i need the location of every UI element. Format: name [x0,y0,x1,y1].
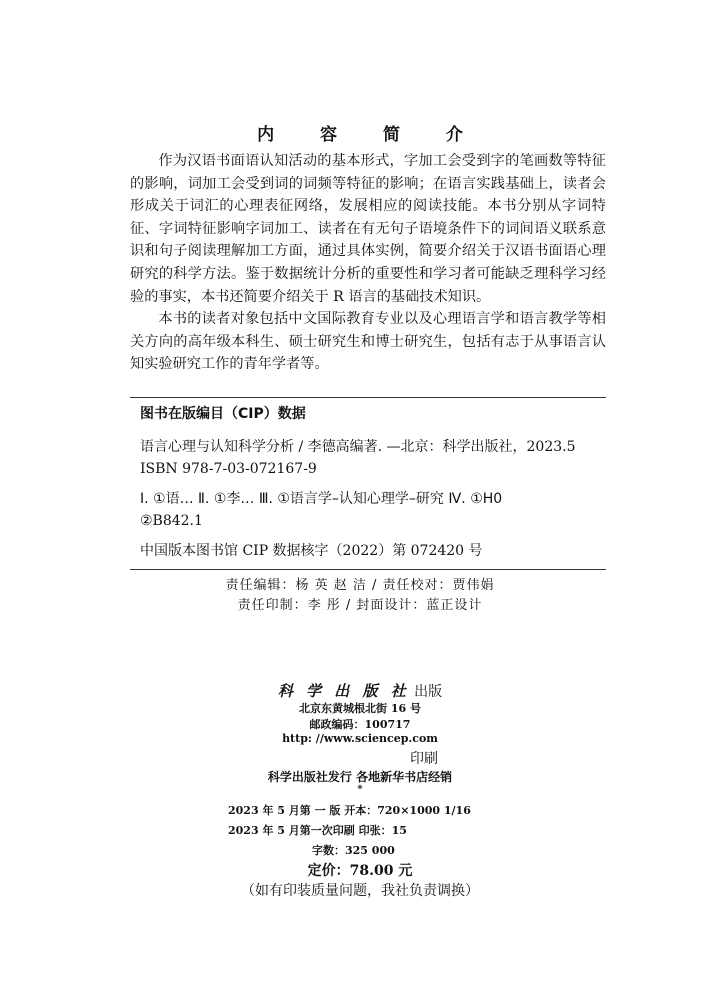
separator-star: * [357,784,363,795]
summary-title: 内 容 简 介 [257,125,483,145]
cip-isbn: ISBN 978-7-03-072167-9 [140,461,317,477]
edition-line: 2023 年 5 月第 一 版 开本：720×1000 1/16 [228,804,471,817]
summary-paragraph: 本书的读者对象包括中文国际教育专业以及心理语言学和语言教学等相关方向的高年级本科生、硕士研究生和博士研究生，包括有志于从事语言认知实验研究工作的青年学者等。 [130,311,606,373]
cip-record-number: 中国版本图书馆 CIP 数据核字（2022）第 072420 号 [140,543,483,559]
publisher-logo: 科 学 出 版 社 [277,682,410,700]
summary-body [130,150,606,376]
cip-bottom-rule [130,569,606,570]
wordcount-line: 字数：325 000 [312,844,395,857]
printer-line: 印刷 [410,751,438,767]
publisher-address: 北京东黄城根北街 16 号 [299,702,421,715]
printing-line: 2023 年 5 月第一次印刷 印张：15 [228,824,407,837]
publisher-postcode: 邮政编码：100717 [309,718,411,731]
editor-credits: 责任编辑：杨 英 赵 洁 / 责任校对：贾伟娟 [225,578,495,593]
cip-classification-cont: ②B842.1 [140,513,203,529]
cip-top-rule [130,397,606,398]
cip-title-line: 语言心理与认知科学分析 / 李德高编著. —北京：科学出版社，2023.5 [140,439,576,455]
cip-heading: 图书在版编目（CIP）数据 [140,406,306,422]
distribution-line: 科学出版社发行 各地新华书店经销 [267,770,453,784]
publisher-line [0,680,720,701]
quality-notice: （如有印装质量问题，我社负责调换） [241,883,479,899]
print-credits: 责任印制：李 彤 / 封面设计：蓝正设计 [237,598,483,613]
publisher-suffix: 出版 [414,684,443,700]
summary-paragraph: 作为汉语书面语认知活动的基本形式，字加工会受到字的笔画数等特征的影响，词加工会受到词的词频等特征的影响；在语言实践基础上，读者会形成关于词汇的心理表征网络，发展相应的阅读技能。本书分别从字词特征、字词特征影响字词加工、读者在有无句子语境条件下的词间语义联系意识和句子阅读理解加工方面，通过具体实例，简要介绍关于汉语书面语心理研究的科学方法。鉴于数据统计分析的重要性和学习者可能缺乏理科学习经验的事实，本书还简要介绍关于 R 语言的基础技术知识。 [130,153,606,305]
price-line: 定价：78.00 元 [307,863,413,879]
publisher-url: http: //www.sciencep.com [282,732,438,745]
cip-classification: Ⅰ. ①语… Ⅱ. ①李… Ⅲ. ①语言学–认知心理学–研究 Ⅳ. ①H0 [140,491,503,507]
